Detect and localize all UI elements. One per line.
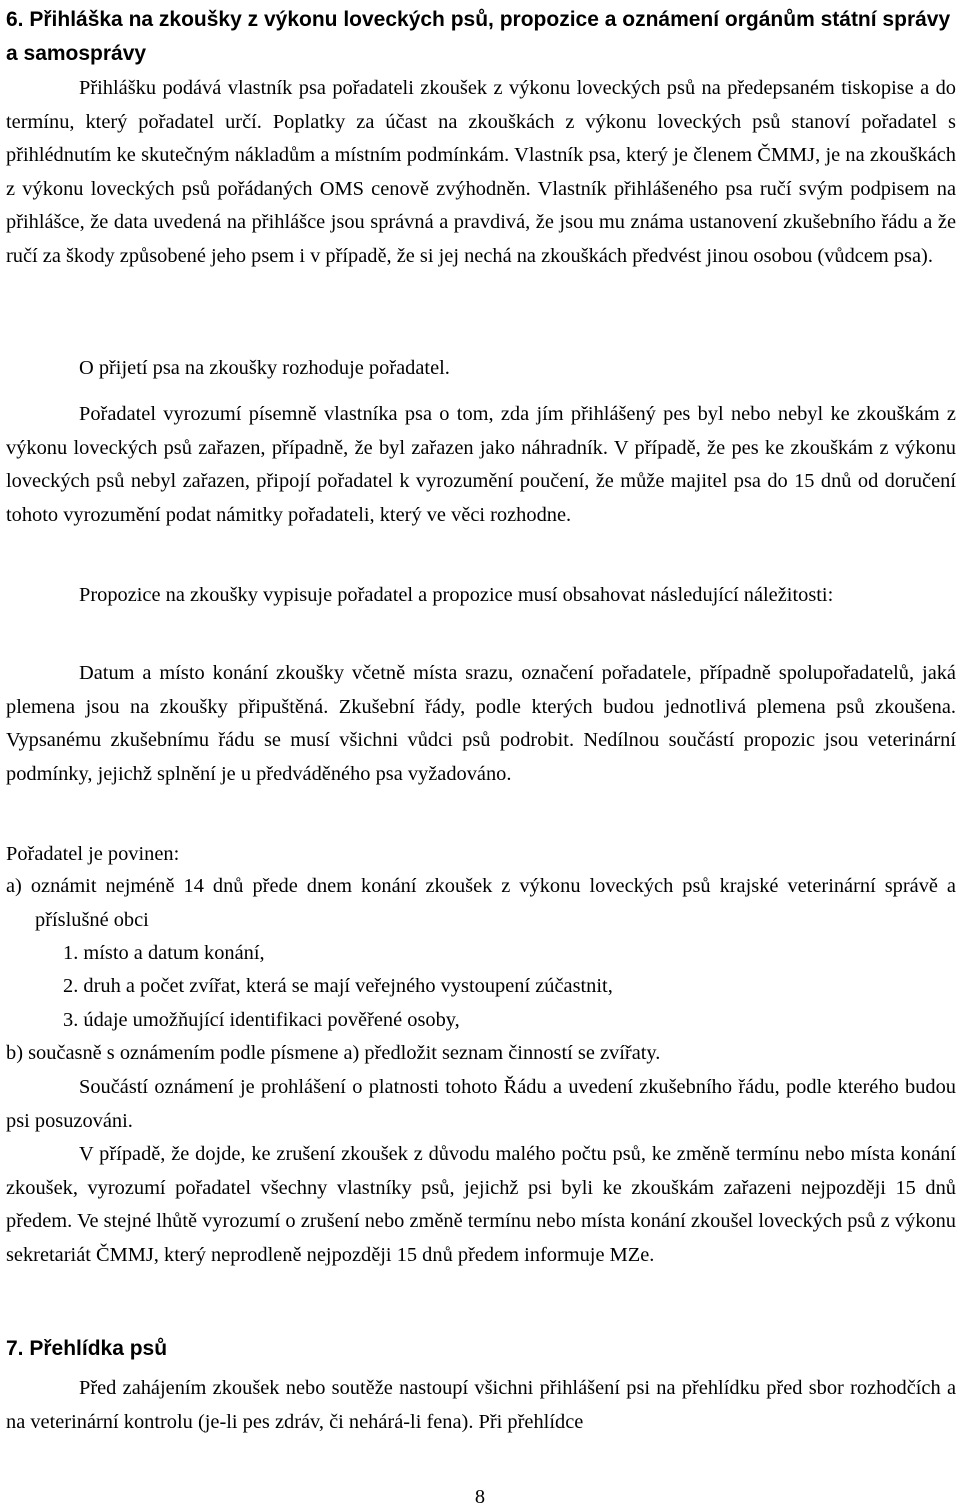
- duty-item-b: b) současně s oznámením podle písmene a) předložit seznam činností se zvířaty.: [6, 1042, 661, 1064]
- section-7-heading: 7. Přehlídka psů: [6, 1337, 168, 1360]
- duty-a-subitem-1: 1. místo a datum konání,: [63, 942, 265, 964]
- duty-a-subitem-2: 2. druh a počet zvířat, která se mají veřejného vystoupení zúčastnit,: [63, 975, 613, 997]
- duty-a-subitem-3: 3. údaje umožňující identifikaci pověřené osoby,: [63, 1009, 460, 1031]
- paragraph-declaration: Součástí oznámení je prohlášení o platnosti tohoto Řádu a uvedení zkušebního řádu, podle kterého budou psi posuzováni.: [6, 1076, 956, 1132]
- paragraph-propositions-details: Datum a místo konání zkoušky včetně místa srazu, označení pořadatele, případně spolupořadatelů, jaká plemena jsou na zkoušky připuštěná. Zkušební řády, podle kterých budou jednotlivá plemena psů zkoušena. Vypsanému zkušebnímu řádu se musí všichni vůdci psů podrobit. Nedílnou součástí propozic jsou veterinární podmínky, jejichž splnění je u předváděného psa vyžadováno.: [6, 662, 956, 785]
- paragraph-acceptance: O přijetí psa na zkoušky rozhoduje pořadatel.: [79, 357, 450, 379]
- paragraph-cancellation: V případě, že dojde, ke zrušení zkoušek z důvodu malého počtu psů, ke změně termínu nebo místa konání zkoušek, vyrozumí pořadatel všechny vlastníky psů, jejichž psi byli ke zkouškám zařazeni nejpozději 15 dnů předem. Ve stejné lhůtě vyrozumí o zrušení nebo změně termínu nebo místa konání zkoušel loveckých psů z výkonu sekretariát ČMMJ, který neprodleně nejpozději 15 dnů předem informuje MZe.: [6, 1143, 956, 1266]
- duty-item-a: a) oznámit nejméně 14 dnů přede dnem konání zkoušek z výkonu loveckých psů krajské veterinární správě a příslušné obci: [6, 875, 956, 931]
- page-number: 8: [474, 1486, 486, 1508]
- paragraph-inspection: Před zahájením zkoušek nebo soutěže nastoupí všichni přihlášení psi na přehlídku před sbor rozhodčích a na veterinární kontrolu (je-li pes zdráv, či nehárá-li fena). Při přehlídce: [6, 1377, 956, 1433]
- section-6-heading: 6. Přihláška na zkoušky z výkonu loveckých psů, propozice a oznámení orgánům státní správy a samosprávy: [6, 8, 951, 65]
- paragraph-application: Přihlášku podává vlastník psa pořadateli zkoušek z výkonu loveckých psů na předepsaném tiskopise a do termínu, který pořadatel určí. Poplatky za účast na zkouškách z výkonu loveckých psů stanoví pořadatel s přihlédnutím ke skutečným nákladům a místním podmínkám. Vlastník psa, který je členem ČMMJ, je na zkouškách z výkonu loveckých psů pořádaných OMS cenově zvýhodněn. Vlastník přihlášeného psa ručí svým podpisem na přihlášce, že data uvedená na přihlášce jsou správná a pravdivá, že jsou mu známa ustanovení zkušebního řádu a že ručí za škody způsobené jeho psem i v případě, že si jej nechá na zkouškách předvést jinou osobou (vůdcem psa).: [6, 77, 956, 267]
- paragraph-notification: Pořadatel vyrozumí písemně vlastníka psa o tom, zda jím přihlášený pes byl nebo nebyl ke zkouškám z výkonu loveckých psů zařazen, případně, že byl zařazen jako náhradník. V případě, že pes ke zkouškám z výkonu loveckých psů nebyl zařazen, připojí pořadatel k vyrozumění poučení, že může majitel psa do 15 dnů od doručení tohoto vyrozumění podat námitky pořadateli, který ve věci rozhodne.: [6, 403, 956, 526]
- paragraph-organizer-duties: Pořadatel je povinen:: [6, 843, 180, 865]
- paragraph-propositions-intro: Propozice na zkoušky vypisuje pořadatel a propozice musí obsahovat následující náležitosti:: [79, 584, 834, 606]
